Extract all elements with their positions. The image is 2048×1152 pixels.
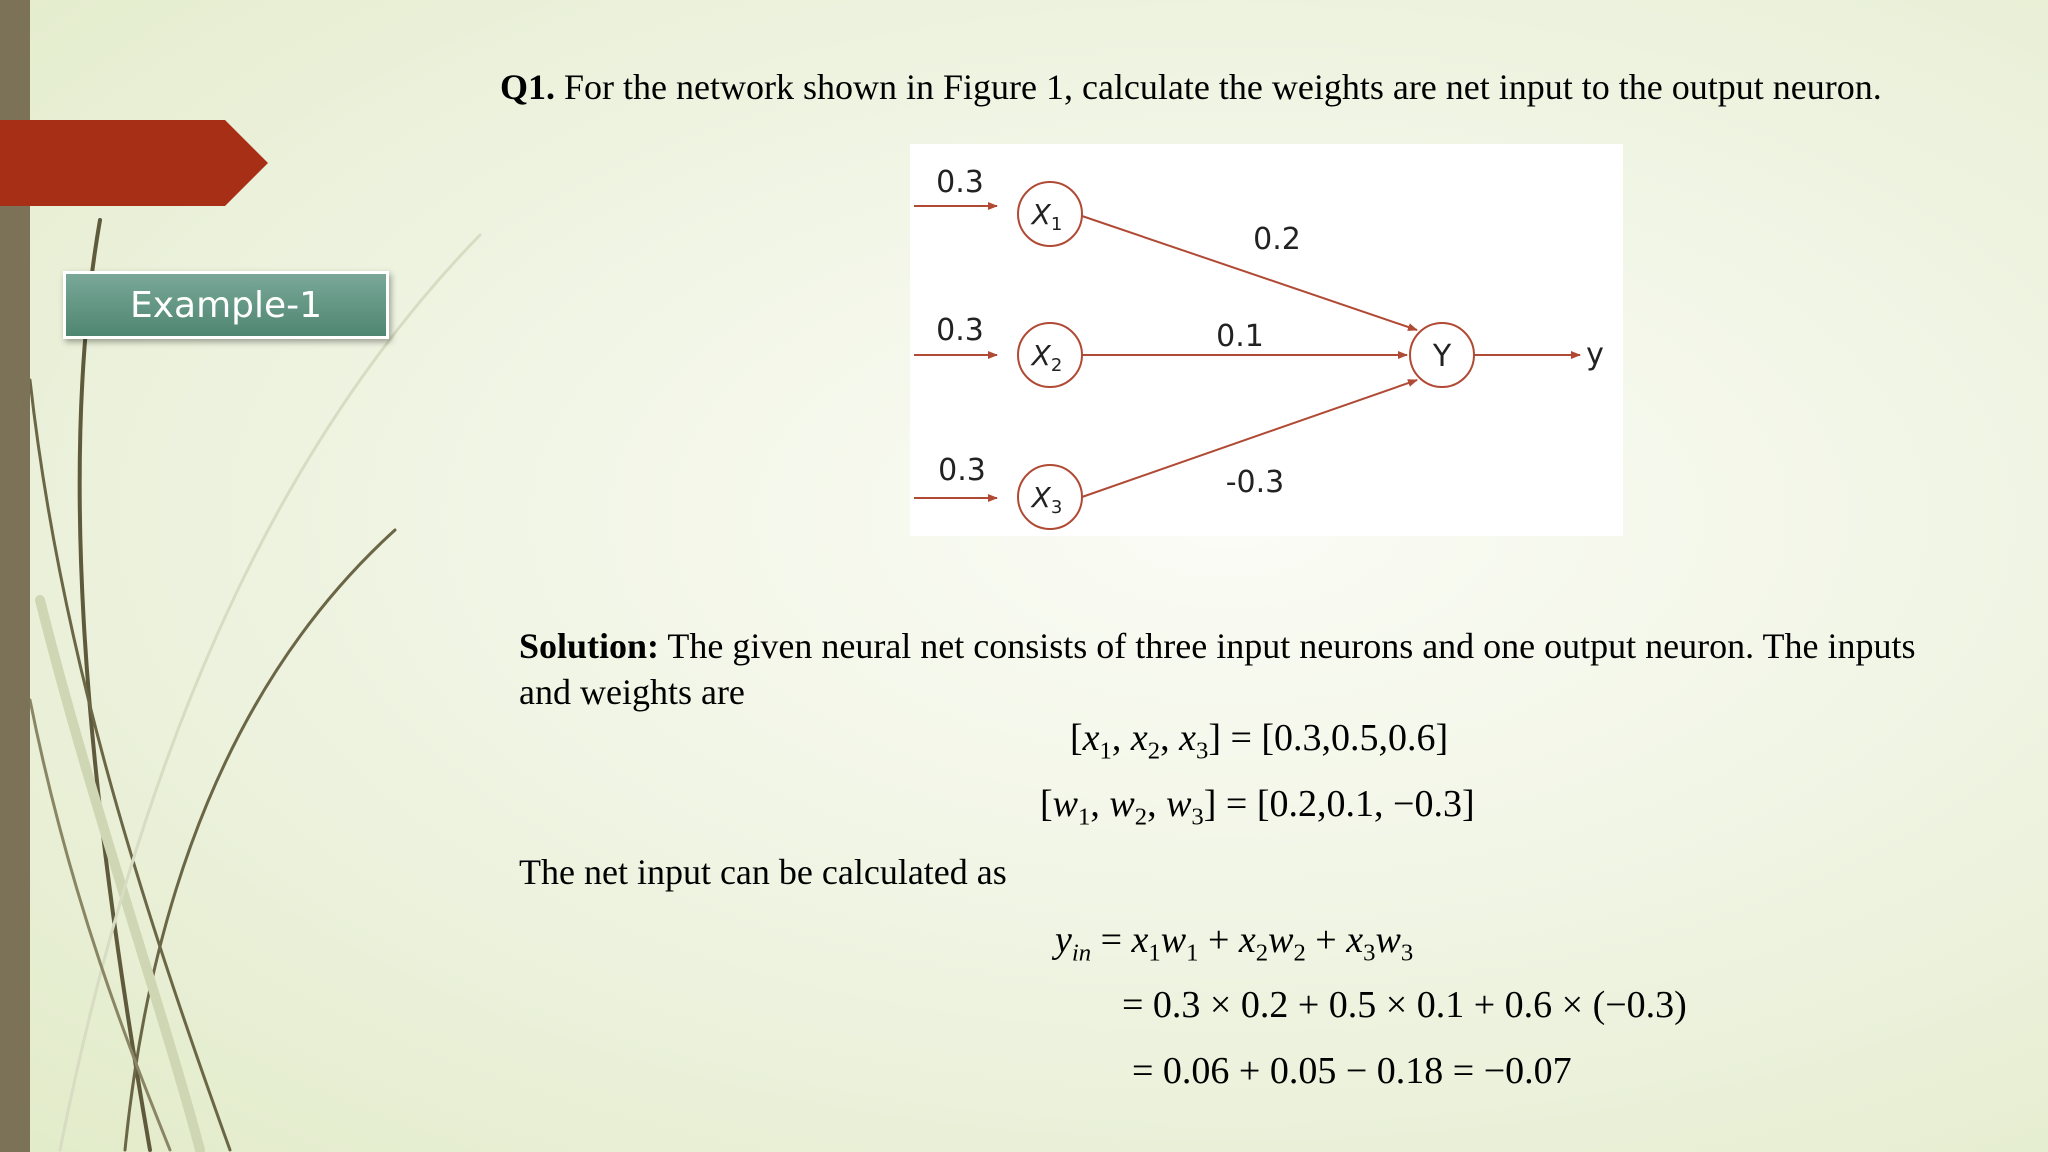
net-input-intro: The net input can be calculated as: [519, 852, 1007, 892]
input-node-x1: [1018, 182, 1082, 246]
equation-net-input-result: = 0.06 + 0.05 − 0.18 = −0.07: [1132, 1050, 1572, 1092]
solution-text-line1: [519, 625, 1915, 667]
solution-text-line2: and weights are: [519, 672, 745, 712]
svg-text:X2: $X_2$: [1031, 339, 1063, 376]
output-label: y: [1586, 337, 1604, 372]
connection-x1-y: [1082, 216, 1417, 330]
weight-label-2: 0.1: [1216, 319, 1264, 354]
network-figure: [910, 144, 1623, 536]
question-body: For the network shown in Figure 1, calculate the weights are net input to the output neuron.: [555, 67, 1882, 107]
question-number: Q1.: [500, 67, 556, 107]
equation-weights-values: = [0.2,0.1, −0.3]: [1216, 783, 1475, 825]
equation-net-input-substitution: = 0.3 × 0.2 + 0.5 × 0.1 + 0.6 × (−0.3): [1122, 984, 1687, 1026]
solution-heading: Solution:: [519, 626, 660, 666]
example-label-box: [63, 271, 389, 339]
equation-net-input-formula: $y_{in} = x_1w_1 + x_2w_2 + x_3w_3$: [1055, 919, 1414, 967]
weight-label-1: 0.2: [1253, 222, 1301, 257]
solution-body: The given neural net consists of three input neurons and one output neuron. The inputs: [659, 626, 1916, 666]
svg-text:X1: $X_1$: [1031, 198, 1063, 235]
input-value-1: 0.3: [936, 165, 984, 200]
question-text: [500, 66, 1882, 108]
weight-label-3: -0.3: [1225, 465, 1285, 500]
example-label: Example-1: [129, 284, 323, 326]
input-node-x3: [1018, 465, 1082, 529]
network-diagram: [910, 144, 1623, 536]
output-node-y: [1410, 323, 1474, 387]
input-value-3: 0.3: [938, 453, 986, 488]
red-arrow-banner: [0, 120, 270, 206]
equation-inputs-values: = [0.3,0.5,0.6]: [1220, 717, 1449, 759]
equation-weights: [$w_1$, $w_2$, $w_3] = [0.2,0.1$, −0.3]: [1040, 783, 1475, 831]
input-node-x2: [1018, 323, 1082, 387]
input-value-2: 0.3: [936, 313, 984, 348]
svg-text:Y: Y: [1432, 339, 1452, 374]
equation-inputs: [$x_1$, $x_2$, $x_3] = [0.3,0.5,0.6]$: [1070, 717, 1449, 765]
svg-text:X3: $X_3$: [1031, 481, 1063, 518]
